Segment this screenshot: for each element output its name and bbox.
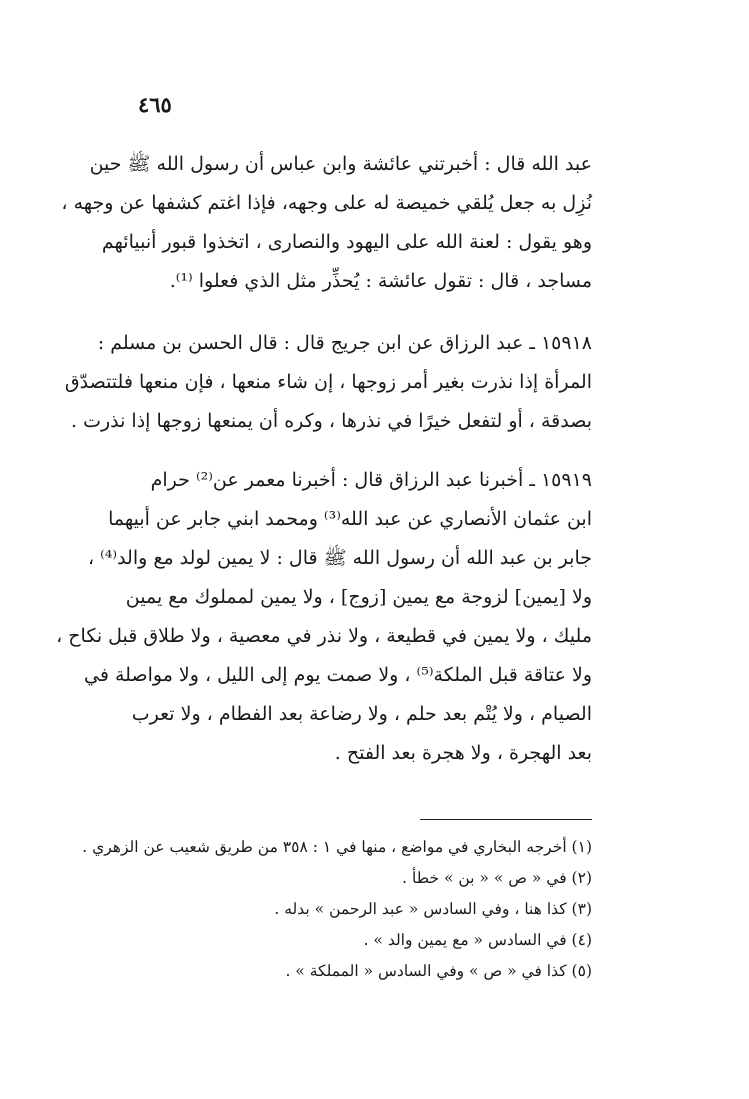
footnote-2: (٢) في « ص » « بن » خطأ . [402,869,592,887]
text-line: نُزِل به جعل يُلقي خميصة له على وجهه، فإذا اغتم كشفها عن وجهه ، [61,192,592,214]
text-line: الصيام ، ولا يُتْم بعد حلم ، ولا رضاعة بعد الفطام ، ولا تعرب [131,703,592,725]
text-line: المرأة إذا نذرت بغير أمر زوجها ، إن شاء منعها ، فإن منعها فلتتصدّق [64,371,592,393]
footnote-5: (٥) كذا في « ص » وفي السادس « المملكة » . [285,962,592,980]
text-line: ولا عتاقة قبل الملكة⁽⁵⁾ ، ولا صمت يوم إلى الليل ، ولا مواصلة في [84,664,592,686]
text-line: ١٥٩١٨ ـ عبد الرزاق عن ابن جريج قال : قال الحسن بن مسلم : [97,332,592,354]
text-line: جابر بن عبد الله أن رسول الله ﷺ قال : لا يمين لولد مع والد⁽⁴⁾ ، [87,547,592,569]
paragraph-15919 [56,461,592,773]
text-line: ابن عثمان الأنصاري عن عبد الله⁽³⁾ ومحمد ابني جابر عن أبيهما [108,508,592,530]
footnote-3: (٣) كذا هنا ، وفي السادس « عبد الرحمن » بدله . [274,900,592,918]
text-line: مساجد ، قال : تقول عائشة : يُحذِّر مثل الذي فعلوا ⁽¹⁾. [169,270,592,292]
footnote-4: (٤) في السادس « مع يمين والد » . [363,931,592,949]
paragraph-15918 [64,324,592,441]
text-line: مليك ، ولا يمين في قطيعة ، ولا نذر في معصية ، ولا طلاق قبل نكاح ، [56,625,592,647]
footnotes [82,832,592,987]
page-number: ٤٦٥ [138,92,172,117]
footnote-divider [420,819,592,820]
text-line: ١٥٩١٩ ـ أخبرنا عبد الرزاق قال : أخبرنا معمر عن⁽²⁾ حرام [150,469,592,491]
text-line: وهو يقول : لعنة الله على اليهود والنصارى ، اتخذوا قبور أنبيائهم [101,231,592,253]
text-line: عبد الله قال : أخبرتني عائشة وابن عباس أن رسول الله ﷺ حين [89,153,592,175]
text-line: ولا [يمين] لزوجة مع يمين [زوج] ، ولا يمين لمملوك مع يمين [125,586,592,608]
text-line: بصدقة ، أو لتفعل خيرًا في نذرها ، وكره أن يمنعها زوجها إذا نذرت . [70,410,592,432]
footnote-1: (١) أخرجه البخاري في مواضع ، منها في ١ : ٣٥٨ من طريق شعيب عن الزهري . [82,838,592,856]
text-line: بعد الهجرة ، ولا هجرة بعد الفتح . [334,742,592,764]
paragraph-hadith-aisha [61,145,592,301]
